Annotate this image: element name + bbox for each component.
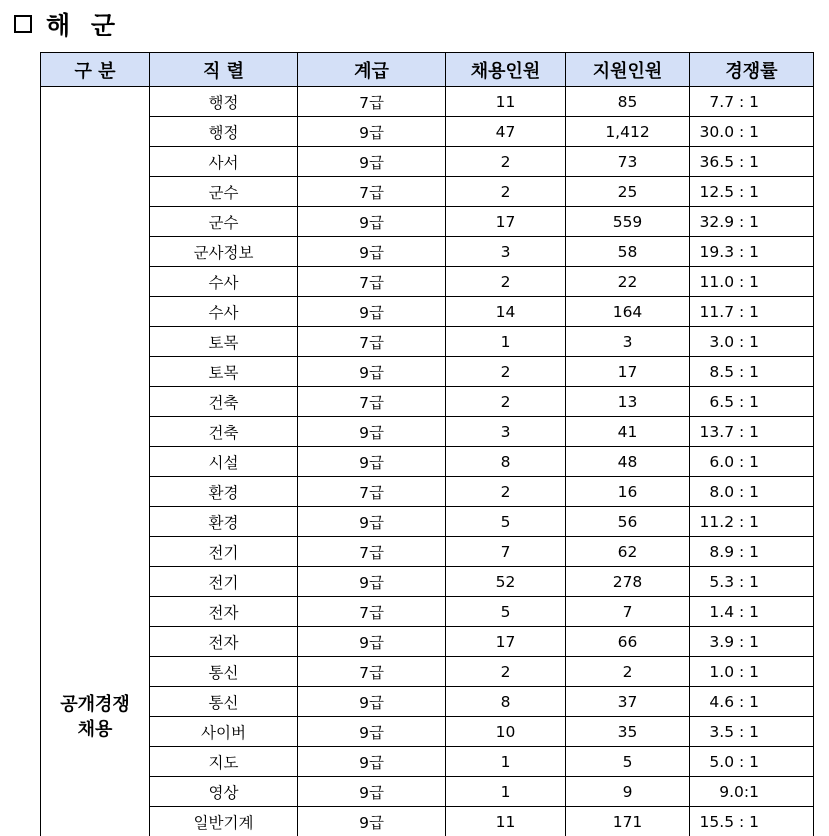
- category-label-line1: 공개경쟁: [41, 692, 149, 717]
- grade-cell: 9급: [298, 507, 446, 537]
- table-row: [41, 657, 814, 687]
- ratio-cell: 9.0:1: [690, 777, 814, 807]
- table-row: [41, 537, 814, 567]
- grade-cell: 9급: [298, 357, 446, 387]
- hires-cell: 14: [446, 297, 566, 327]
- hires-cell: 3: [446, 237, 566, 267]
- ratio-cell: 3.9 : 1: [690, 627, 814, 657]
- grade-cell: 9급: [298, 117, 446, 147]
- grade-cell: 9급: [298, 777, 446, 807]
- grade-cell: 9급: [298, 567, 446, 597]
- series-cell: 토목: [150, 357, 298, 387]
- applicants-cell: 37: [566, 687, 690, 717]
- ratio-cell: 30.0 : 1: [690, 117, 814, 147]
- applicants-cell: 58: [566, 237, 690, 267]
- table-row: [41, 447, 814, 477]
- hires-cell: 11: [446, 87, 566, 117]
- series-cell: 사서: [150, 147, 298, 177]
- hires-cell: 1: [446, 327, 566, 357]
- section-heading: [14, 6, 121, 42]
- header-category: 구 분: [41, 53, 150, 87]
- ratio-cell: 19.3 : 1: [690, 237, 814, 267]
- table-body: [41, 87, 814, 836]
- series-cell: 행정: [150, 87, 298, 117]
- ratio-cell: 8.9 : 1: [690, 537, 814, 567]
- table-row: [41, 327, 814, 357]
- ratio-cell: 5.3 : 1: [690, 567, 814, 597]
- applicants-cell: 5: [566, 747, 690, 777]
- hires-cell: 2: [446, 477, 566, 507]
- ratio-cell: 6.5 : 1: [690, 387, 814, 417]
- ratio-cell: 5.0 : 1: [690, 747, 814, 777]
- table-row: [41, 297, 814, 327]
- grade-cell: 9급: [298, 717, 446, 747]
- series-cell: 통신: [150, 657, 298, 687]
- series-cell: 건축: [150, 387, 298, 417]
- series-cell: 전자: [150, 597, 298, 627]
- hires-cell: 2: [446, 387, 566, 417]
- ratio-cell: 12.5 : 1: [690, 177, 814, 207]
- series-cell: 통신: [150, 687, 298, 717]
- applicants-cell: 3: [566, 327, 690, 357]
- hires-cell: 47: [446, 117, 566, 147]
- table-row: [41, 387, 814, 417]
- table-row: [41, 267, 814, 297]
- hires-cell: 8: [446, 447, 566, 477]
- ratio-cell: 3.0 : 1: [690, 327, 814, 357]
- applicants-cell: 41: [566, 417, 690, 447]
- series-cell: 군수: [150, 177, 298, 207]
- applicants-cell: 171: [566, 807, 690, 836]
- ratio-cell: 8.0 : 1: [690, 477, 814, 507]
- table-row: [41, 747, 814, 777]
- table-row: [41, 147, 814, 177]
- series-cell: 수사: [150, 267, 298, 297]
- table-row: [41, 627, 814, 657]
- category-cell: [41, 87, 150, 836]
- hires-cell: 17: [446, 627, 566, 657]
- table-row: [41, 687, 814, 717]
- hires-cell: 52: [446, 567, 566, 597]
- ratio-cell: 3.5 : 1: [690, 717, 814, 747]
- applicants-cell: 48: [566, 447, 690, 477]
- table-row: [41, 417, 814, 447]
- applicants-cell: 9: [566, 777, 690, 807]
- recruitment-table: [40, 52, 814, 836]
- hires-cell: 2: [446, 357, 566, 387]
- series-cell: 전자: [150, 627, 298, 657]
- grade-cell: 9급: [298, 687, 446, 717]
- hires-cell: 8: [446, 687, 566, 717]
- category-label-line2: 채용: [41, 717, 149, 742]
- hires-cell: 2: [446, 657, 566, 687]
- grade-cell: 9급: [298, 447, 446, 477]
- ratio-cell: 32.9 : 1: [690, 207, 814, 237]
- hires-cell: 7: [446, 537, 566, 567]
- ratio-cell: 11.7 : 1: [690, 297, 814, 327]
- grade-cell: 9급: [298, 207, 446, 237]
- ratio-cell: 7.7 : 1: [690, 87, 814, 117]
- table-row: [41, 177, 814, 207]
- ratio-cell: 36.5 : 1: [690, 147, 814, 177]
- hires-cell: 3: [446, 417, 566, 447]
- series-cell: 환경: [150, 507, 298, 537]
- table-row: [41, 237, 814, 267]
- header-grade: 계급: [298, 53, 446, 87]
- ratio-cell: 11.0 : 1: [690, 267, 814, 297]
- hires-cell: 1: [446, 777, 566, 807]
- applicants-cell: 25: [566, 177, 690, 207]
- hires-cell: 2: [446, 177, 566, 207]
- applicants-cell: 1,412: [566, 117, 690, 147]
- table-row: [41, 207, 814, 237]
- ratio-cell: 15.5 : 1: [690, 807, 814, 836]
- table-row: [41, 507, 814, 537]
- grade-cell: 7급: [298, 657, 446, 687]
- series-cell: 전기: [150, 537, 298, 567]
- grade-cell: 9급: [298, 147, 446, 177]
- grade-cell: 9급: [298, 237, 446, 267]
- hires-cell: 5: [446, 507, 566, 537]
- section-title: 해 군: [46, 6, 121, 42]
- applicants-cell: 62: [566, 537, 690, 567]
- series-cell: 전기: [150, 567, 298, 597]
- header-series: 직 렬: [150, 53, 298, 87]
- applicants-cell: 164: [566, 297, 690, 327]
- series-cell: 수사: [150, 297, 298, 327]
- table-header-row: [41, 53, 814, 87]
- ratio-cell: 13.7 : 1: [690, 417, 814, 447]
- applicants-cell: 22: [566, 267, 690, 297]
- series-cell: 군사정보: [150, 237, 298, 267]
- grade-cell: 9급: [298, 417, 446, 447]
- applicants-cell: 66: [566, 627, 690, 657]
- table-row: [41, 357, 814, 387]
- hires-cell: 5: [446, 597, 566, 627]
- grade-cell: 9급: [298, 297, 446, 327]
- grade-cell: 7급: [298, 597, 446, 627]
- applicants-cell: 278: [566, 567, 690, 597]
- hires-cell: 2: [446, 267, 566, 297]
- applicants-cell: 17: [566, 357, 690, 387]
- table-row: [41, 777, 814, 807]
- series-cell: 행정: [150, 117, 298, 147]
- applicants-cell: 56: [566, 507, 690, 537]
- ratio-cell: 4.6 : 1: [690, 687, 814, 717]
- grade-cell: 7급: [298, 477, 446, 507]
- grade-cell: 7급: [298, 267, 446, 297]
- applicants-cell: 559: [566, 207, 690, 237]
- applicants-cell: 85: [566, 87, 690, 117]
- hires-cell: 11: [446, 807, 566, 836]
- ratio-cell: 11.2 : 1: [690, 507, 814, 537]
- applicants-cell: 13: [566, 387, 690, 417]
- checkbox-square-icon: [14, 15, 32, 33]
- applicants-cell: 35: [566, 717, 690, 747]
- ratio-cell: 1.4 : 1: [690, 597, 814, 627]
- applicants-cell: 2: [566, 657, 690, 687]
- series-cell: 건축: [150, 417, 298, 447]
- table-row: [41, 87, 814, 117]
- series-cell: 환경: [150, 477, 298, 507]
- hires-cell: 2: [446, 147, 566, 177]
- ratio-cell: 6.0 : 1: [690, 447, 814, 477]
- header-hires: 채용인원: [446, 53, 566, 87]
- grade-cell: 7급: [298, 387, 446, 417]
- ratio-cell: 8.5 : 1: [690, 357, 814, 387]
- grade-cell: 9급: [298, 807, 446, 836]
- grade-cell: 7급: [298, 537, 446, 567]
- series-cell: 사이버: [150, 717, 298, 747]
- series-cell: 시설: [150, 447, 298, 477]
- series-cell: 군수: [150, 207, 298, 237]
- hires-cell: 1: [446, 747, 566, 777]
- grade-cell: 9급: [298, 627, 446, 657]
- table-row: [41, 117, 814, 147]
- ratio-cell: 1.0 : 1: [690, 657, 814, 687]
- grade-cell: 9급: [298, 747, 446, 777]
- header-ratio: 경쟁률: [690, 53, 814, 87]
- table-row: [41, 567, 814, 597]
- series-cell: 지도: [150, 747, 298, 777]
- series-cell: 영상: [150, 777, 298, 807]
- series-cell: 토목: [150, 327, 298, 357]
- table-row: [41, 597, 814, 627]
- header-applicants: 지원인원: [566, 53, 690, 87]
- hires-cell: 17: [446, 207, 566, 237]
- hires-cell: 10: [446, 717, 566, 747]
- table-row: [41, 477, 814, 507]
- applicants-cell: 73: [566, 147, 690, 177]
- series-cell: 일반기계: [150, 807, 298, 836]
- applicants-cell: 16: [566, 477, 690, 507]
- applicants-cell: 7: [566, 597, 690, 627]
- grade-cell: 7급: [298, 177, 446, 207]
- table-row: [41, 717, 814, 747]
- grade-cell: 7급: [298, 87, 446, 117]
- grade-cell: 7급: [298, 327, 446, 357]
